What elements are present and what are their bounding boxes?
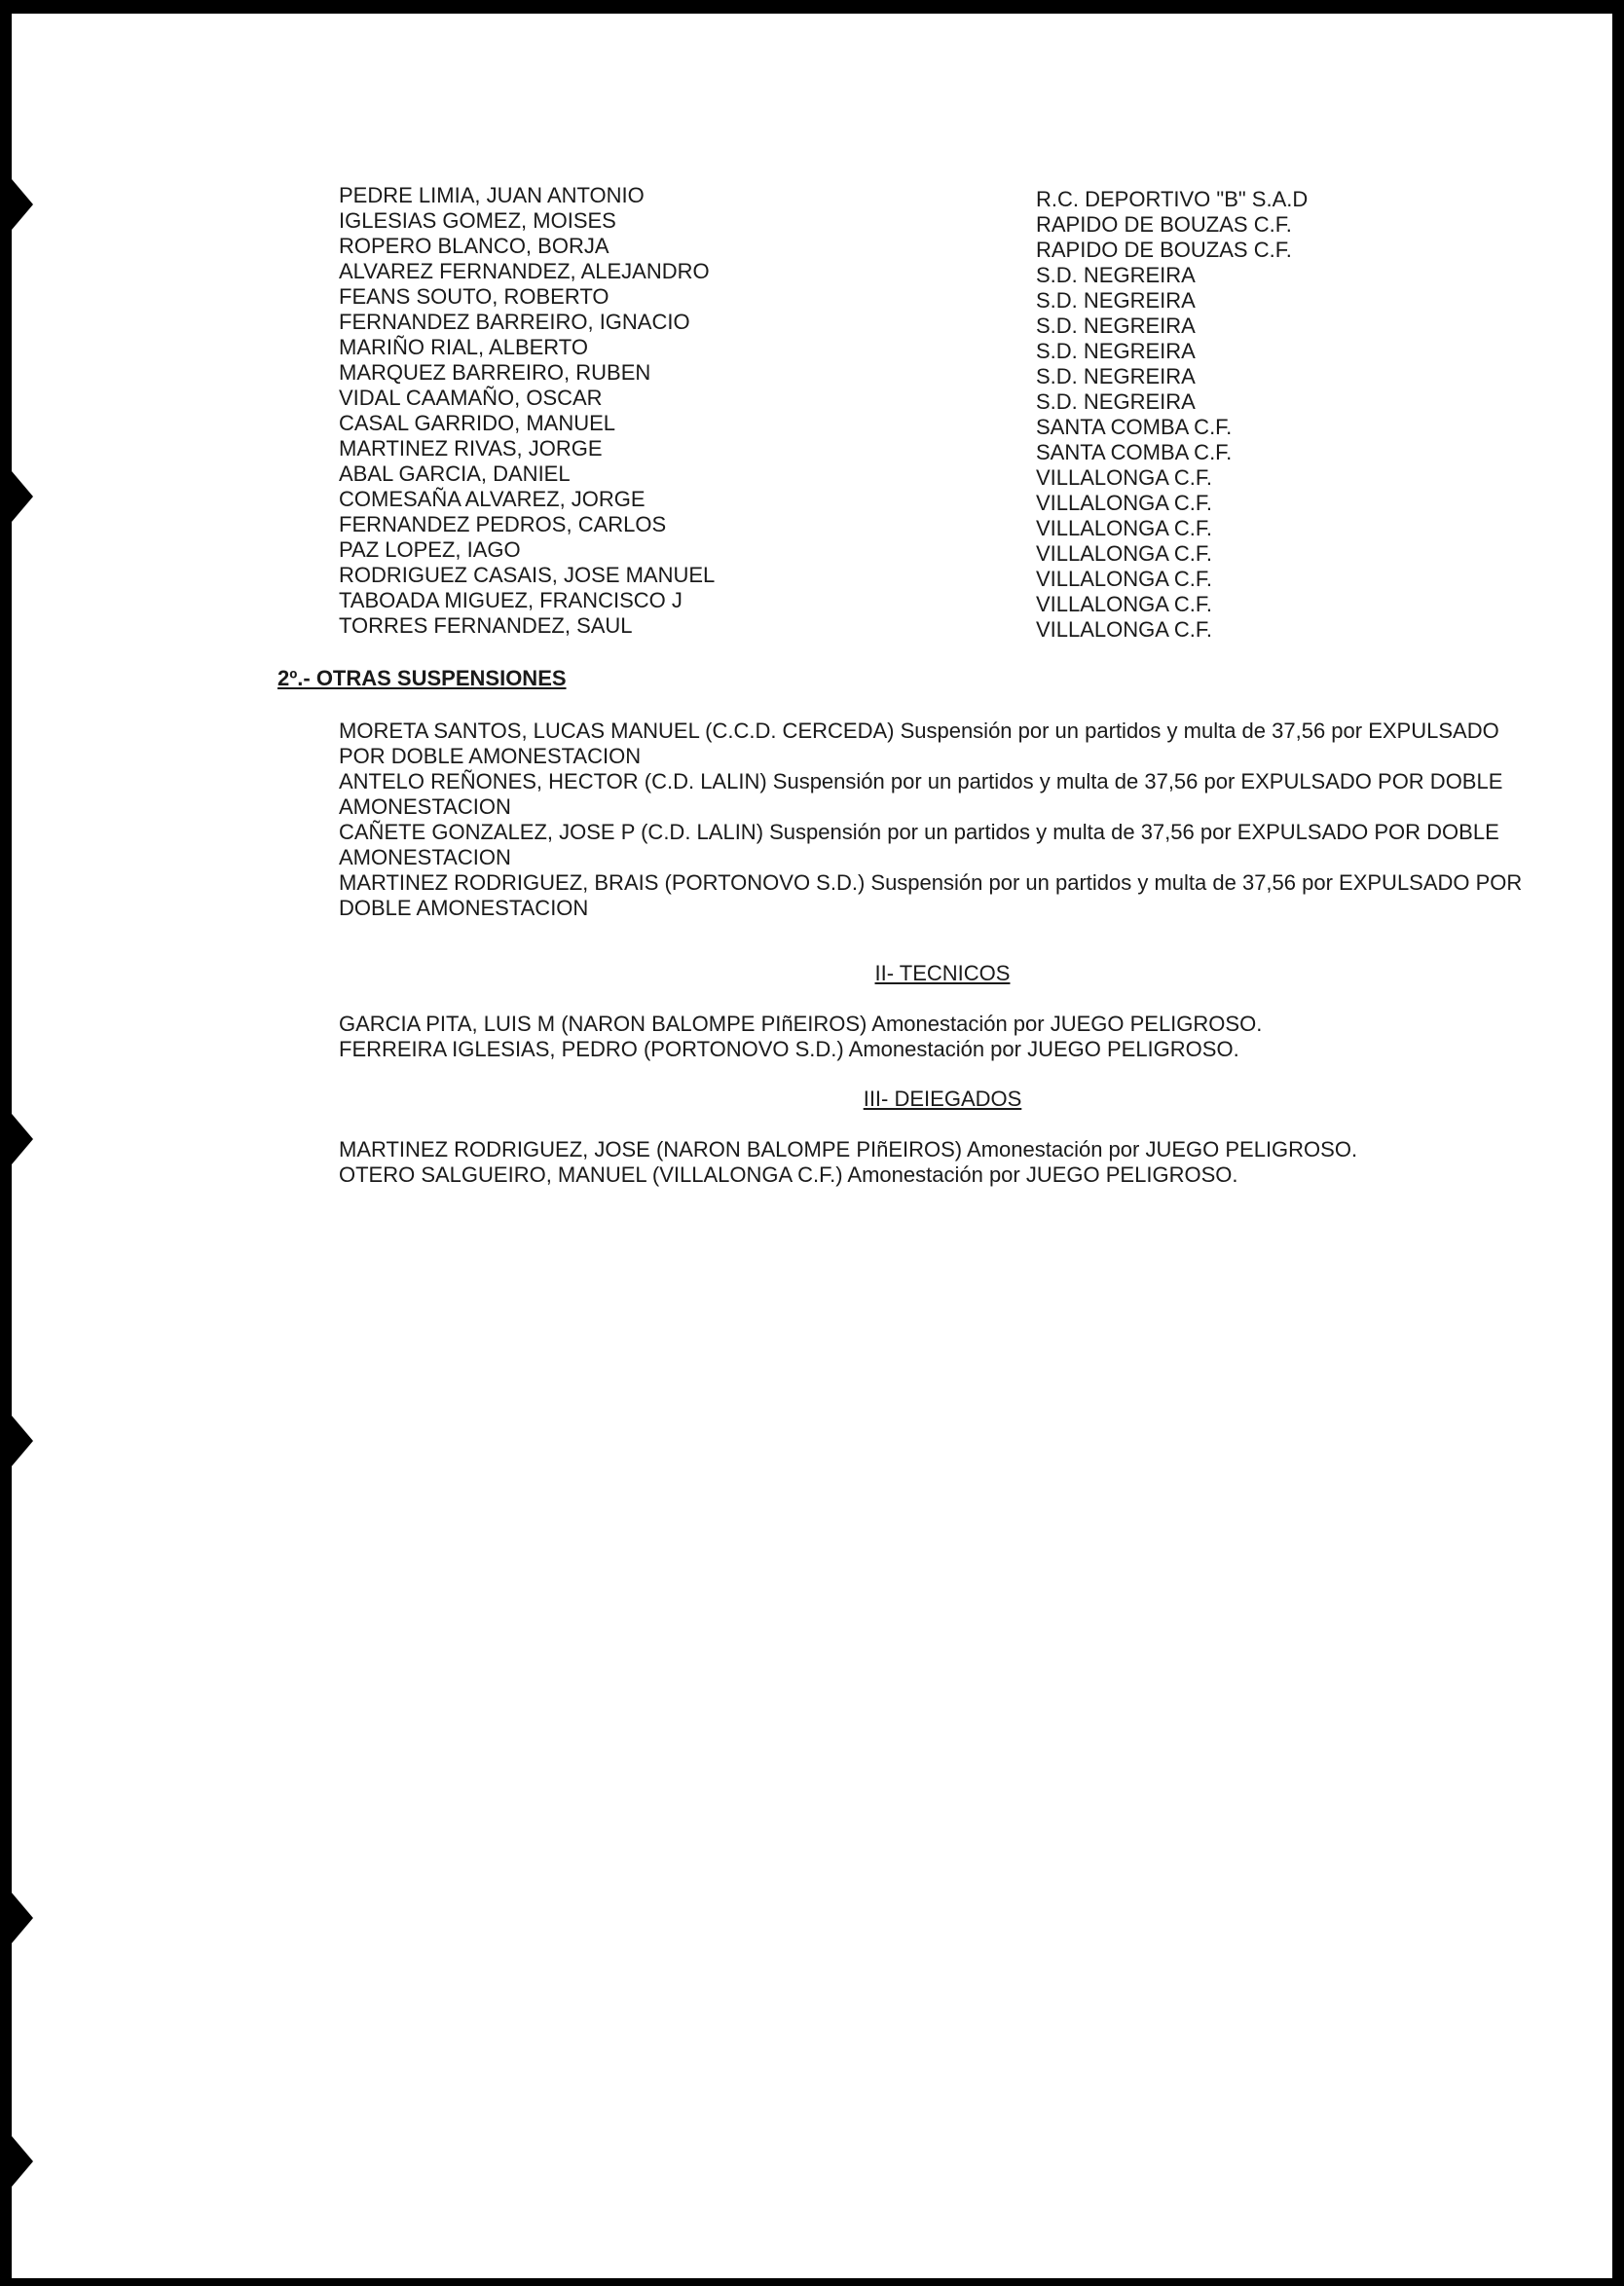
suspension-item: MARTINEZ RODRIGUEZ, BRAIS (PORTONOVO S.D.) Suspensión por un partidos y multa de 37,56 por EXPULSADO POR DOBLE AMONESTACION bbox=[339, 870, 1523, 920]
player-row bbox=[339, 613, 1507, 642]
player-row bbox=[339, 588, 1507, 616]
player-name: FERNANDEZ PEDROS, CARLOS bbox=[339, 512, 667, 536]
delegado-item: OTERO SALGUEIRO, MANUEL (VILLALONGA C.F.) Amonestación por JUEGO PELIGROSO. bbox=[339, 1162, 1238, 1187]
player-row bbox=[339, 563, 1507, 591]
player-name: PEDRE LIMIA, JUAN ANTONIO bbox=[339, 183, 645, 207]
player-name: FEANS SOUTO, ROBERTO bbox=[339, 284, 609, 309]
torn-edge-mark bbox=[12, 2136, 33, 2187]
delegados-list bbox=[339, 1137, 1546, 1188]
player-name: CASAL GARRIDO, MANUEL bbox=[339, 411, 616, 435]
player-club: RAPIDO DE BOUZAS C.F. bbox=[1036, 238, 1292, 262]
player-row bbox=[339, 360, 1507, 386]
torn-edge-mark bbox=[12, 1893, 33, 1943]
player-row bbox=[339, 487, 1507, 515]
suspension-item: MORETA SANTOS, LUCAS MANUEL (C.C.D. CERCEDA) Suspensión por un partidos y multa de 37,56 por EXPULSADO POR DOBLE AMONESTACION bbox=[339, 719, 1499, 768]
player-row bbox=[339, 259, 1507, 287]
player-club: RAPIDO DE BOUZAS C.F. bbox=[1036, 212, 1292, 237]
tecnico-item: GARCIA PITA, LUIS M (NARON BALOMPE PIñEIROS) Amonestación por JUEGO PELIGROSO. bbox=[339, 1012, 1263, 1036]
otras-suspensiones-list bbox=[339, 719, 1546, 921]
player-name: VIDAL CAAMAÑO, OSCAR bbox=[339, 386, 603, 410]
player-club: S.D. NEGREIRA bbox=[1036, 364, 1196, 388]
player-name: TABOADA MIGUEZ, FRANCISCO J bbox=[339, 588, 683, 612]
player-club: VILLALONGA C.F. bbox=[1036, 516, 1212, 540]
torn-edge-mark bbox=[12, 1416, 33, 1466]
player-club: VILLALONGA C.F. bbox=[1036, 592, 1212, 616]
player-name: ABAL GARCIA, DANIEL bbox=[339, 461, 571, 486]
player-club: SANTA COMBA C.F. bbox=[1036, 415, 1233, 439]
player-name: MARQUEZ BARREIRO, RUBEN bbox=[339, 360, 651, 385]
torn-edge-mark bbox=[12, 1114, 33, 1164]
suspension-item: ANTELO REÑONES, HECTOR (C.D. LALIN) Suspensión por un partidos y multa de 37,56 por EXPULSADO POR DOBLE AMONESTACION bbox=[339, 769, 1503, 819]
torn-edge-mark bbox=[12, 471, 33, 522]
tecnico-item: FERREIRA IGLESIAS, PEDRO (PORTONOVO S.D.) Amonestación por JUEGO PELIGROSO. bbox=[339, 1037, 1239, 1061]
player-row bbox=[339, 310, 1507, 338]
section-heading-tecnicos: II- TECNICOS bbox=[874, 961, 1011, 985]
player-row bbox=[339, 436, 1507, 464]
player-row bbox=[339, 335, 1507, 363]
player-row bbox=[339, 537, 1507, 566]
section-heading-otras-suspensiones: 2º.- OTRAS SUSPENSIONES bbox=[277, 666, 567, 690]
player-row bbox=[339, 234, 1507, 262]
player-club: R.C. DEPORTIVO "B" S.A.D bbox=[1036, 187, 1309, 211]
player-club: VILLALONGA C.F. bbox=[1036, 567, 1212, 591]
player-club: VILLALONGA C.F. bbox=[1036, 617, 1212, 642]
player-club: S.D. NEGREIRA bbox=[1036, 389, 1196, 414]
player-club: SANTA COMBA C.F. bbox=[1036, 440, 1233, 464]
player-name: RODRIGUEZ CASAIS, JOSE MANUEL bbox=[339, 563, 716, 587]
player-name: COMESAÑA ALVAREZ, JORGE bbox=[339, 487, 646, 511]
player-name: ALVAREZ FERNANDEZ, ALEJANDRO bbox=[339, 259, 710, 283]
player-name: PAZ LOPEZ, IAGO bbox=[339, 537, 521, 562]
player-name: ROPERO BLANCO, BORJA bbox=[339, 234, 609, 258]
torn-edge-mark bbox=[12, 179, 33, 230]
player-club: S.D. NEGREIRA bbox=[1036, 263, 1196, 287]
player-row bbox=[339, 386, 1507, 414]
suspended-players-list bbox=[339, 183, 1507, 642]
delegado-item: MARTINEZ RODRIGUEZ, JOSE (NARON BALOMPE PIñEIROS) Amonestación por JUEGO PELIGROSO. bbox=[339, 1137, 1358, 1161]
player-name: FERNANDEZ BARREIRO, IGNACIO bbox=[339, 310, 690, 334]
player-club: VILLALONGA C.F. bbox=[1036, 491, 1212, 515]
player-name: TORRES FERNANDEZ, SAUL bbox=[339, 613, 633, 638]
suspension-item: CAÑETE GONZALEZ, JOSE P (C.D. LALIN) Suspensión por un partidos y multa de 37,56 por EXPULSADO POR DOBLE AMONESTACION bbox=[339, 820, 1499, 869]
player-name: IGLESIAS GOMEZ, MOISES bbox=[339, 208, 616, 233]
player-name: MARTINEZ RIVAS, JORGE bbox=[339, 436, 603, 461]
player-row bbox=[339, 461, 1507, 490]
section-heading-delegados: III- DEIEGADOS bbox=[863, 1087, 1022, 1111]
player-club: VILLALONGA C.F. bbox=[1036, 465, 1212, 490]
player-club: S.D. NEGREIRA bbox=[1036, 313, 1196, 338]
player-club: S.D. NEGREIRA bbox=[1036, 288, 1196, 313]
player-club: S.D. NEGREIRA bbox=[1036, 339, 1196, 363]
player-club: VILLALONGA C.F. bbox=[1036, 541, 1212, 566]
player-row bbox=[339, 208, 1507, 237]
player-name: MARIÑO RIAL, ALBERTO bbox=[339, 335, 588, 359]
player-row bbox=[339, 512, 1507, 540]
tecnicos-list bbox=[339, 1012, 1546, 1062]
player-row bbox=[339, 411, 1507, 439]
player-row bbox=[339, 183, 1507, 211]
player-row bbox=[339, 284, 1507, 313]
